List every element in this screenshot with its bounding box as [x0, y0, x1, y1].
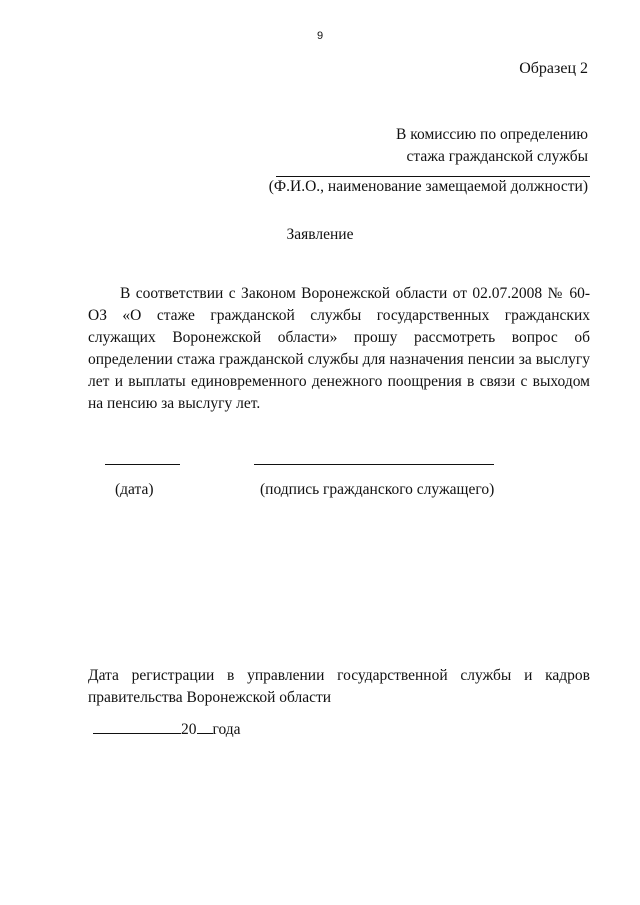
fio-blank-line: [276, 176, 590, 177]
registration-year-blank: [197, 719, 213, 734]
addressee-line-2: стажа гражданской службы: [406, 148, 588, 165]
page-number: 9: [316, 30, 324, 42]
registration-date-blank: [93, 719, 181, 734]
registration-text: Дата регистрации в управлении государственной службы и кадров правительства Воронежской области: [88, 667, 590, 706]
date-blank-line: [105, 464, 180, 465]
date-caption: (дата): [115, 481, 154, 498]
registration-year-suffix: года: [212, 721, 241, 738]
sample-label: Образец 2: [519, 60, 588, 77]
addressee-line-1: В комиссию по определению: [396, 126, 588, 143]
application-body: В соответствии с Законом Воронежской области от 02.07.2008 № 60-ОЗ «О стаже гражданской службы государственных гражданских служащих Воронежской области» прошу рассмотреть вопрос об определении стажа гражданской службы для назначения пенсии за выслугу лет и выплаты единовременного денежного поощрения в связи с выходом на пенсию за выслугу лет.: [88, 285, 590, 412]
fio-caption: (Ф.И.О., наименование замещаемой должности): [268, 178, 588, 195]
registration-date: [93, 719, 241, 739]
registration-year-prefix: 20: [181, 721, 197, 738]
addressee-block: [396, 124, 588, 168]
signature-blank-line: [254, 464, 494, 465]
signature-caption: (подпись гражданского служащего): [260, 481, 495, 498]
document-title: Заявление: [286, 226, 354, 243]
